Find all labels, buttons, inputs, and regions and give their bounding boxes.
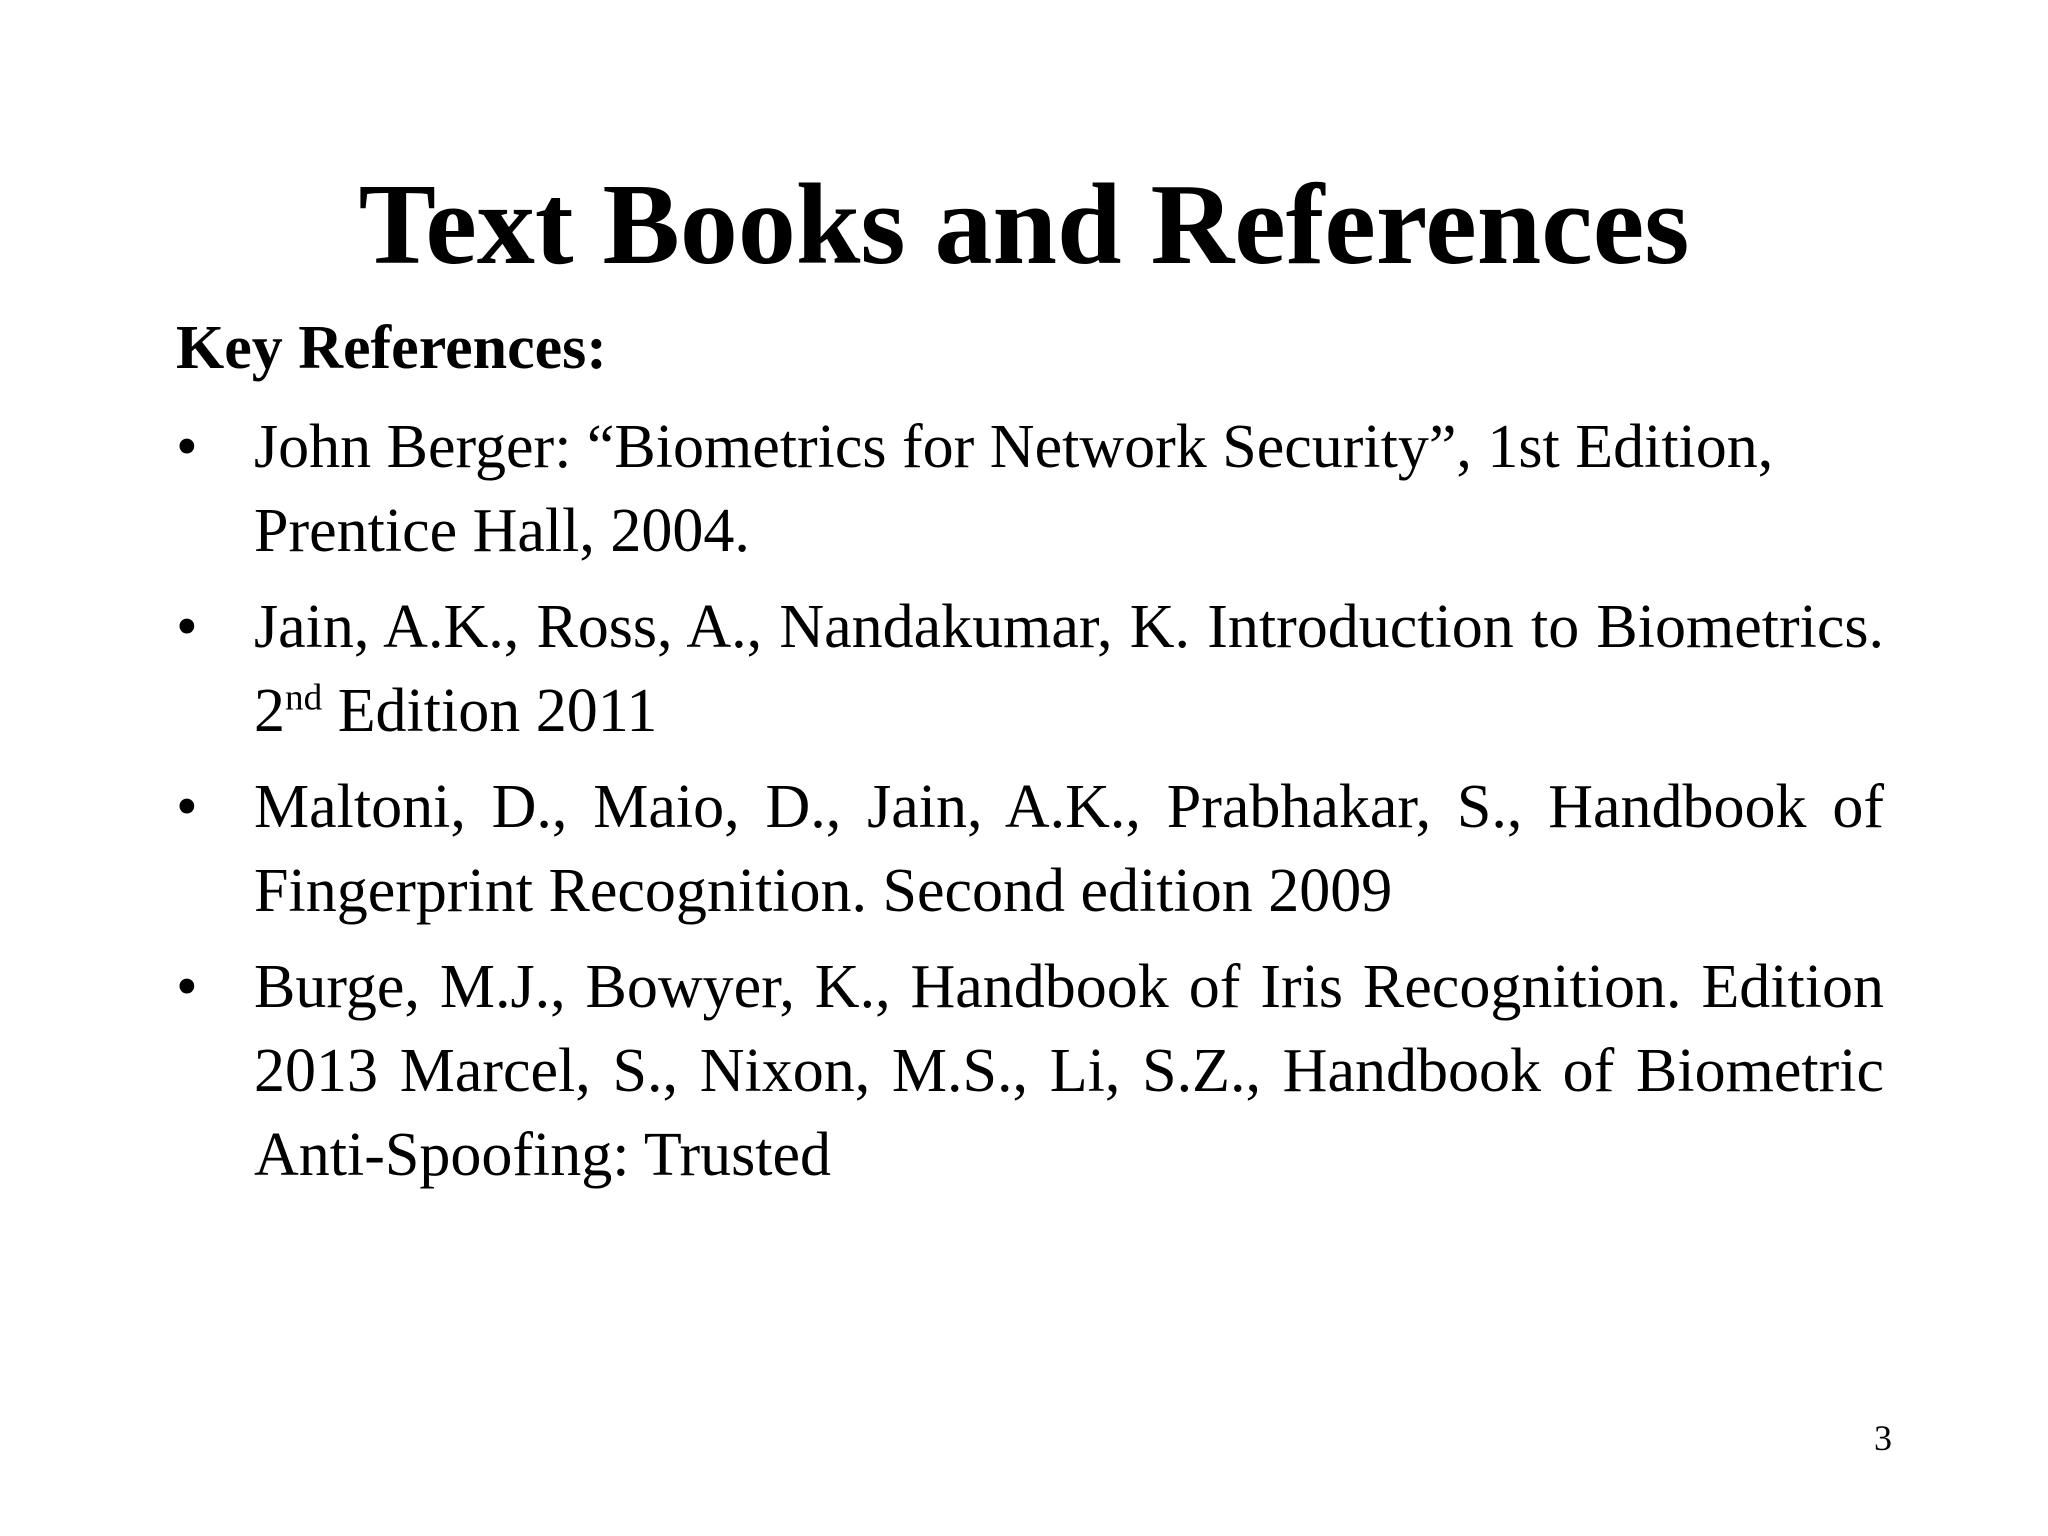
bullet-icon: •: [176, 413, 198, 481]
reference-list: [176, 405, 1884, 1209]
reference-text: John Berger: “Biometrics for Network Security”, 1st Edition, Prentice Hall, 2004.: [254, 413, 1774, 565]
reference-item: [176, 945, 1884, 1197]
reference-text: Burge, M.J., Bowyer, K., Handbook of Iris Recognition. Edition 2013 Marcel, S., Nixon, M.S., Li, S.Z., Handbook of Biometric Anti-Spoofing: Trusted: [254, 953, 1884, 1189]
bullet-icon: •: [176, 953, 198, 1021]
reference-item: [176, 585, 1884, 753]
reference-text: Jain, A.K., Ross, A., Nandakumar, K. Introduction to Biometrics. 2: [254, 593, 1884, 745]
reference-text: Maltoni, D., Maio, D., Jain, A.K., Prabhakar, S., Handbook of Fingerprint Recognition. Second edition 2009: [254, 773, 1884, 925]
slide-title: Text Books and References: [358, 161, 1690, 289]
bullet-icon: •: [176, 773, 198, 841]
key-references-heading: Key References:: [176, 314, 607, 382]
reference-text-continued: Edition 2011: [322, 677, 658, 745]
bullet-icon: •: [176, 593, 198, 661]
ordinal-superscript: nd: [285, 677, 323, 719]
reference-item: [176, 405, 1884, 573]
reference-item: [176, 765, 1884, 933]
page-number: 3: [1874, 1418, 1892, 1458]
